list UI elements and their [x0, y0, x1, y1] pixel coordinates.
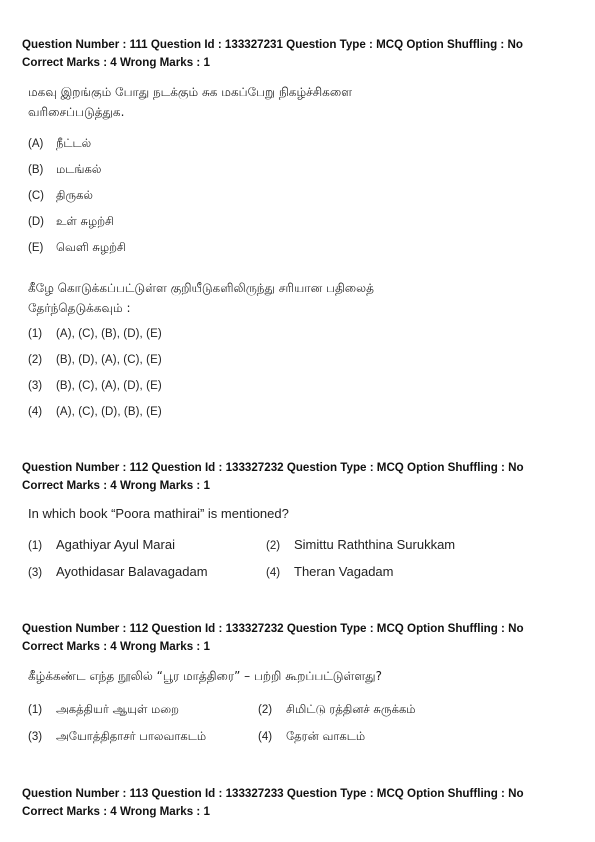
- option-text: Agathiyar Ayul Marai: [56, 537, 175, 552]
- item-text: திருகல்: [56, 188, 93, 202]
- q112-ta-option-2[interactable]: [258, 702, 416, 718]
- option-text: (A), (C), (B), (D), (E): [56, 328, 162, 340]
- q112-en-option-1[interactable]: [28, 537, 175, 552]
- q112-en-question: In which book “Poora mathirai” is mentioned?: [28, 506, 289, 521]
- option-label: (1): [28, 540, 43, 552]
- q111-option-1[interactable]: [28, 326, 162, 340]
- option-label: (2): [258, 704, 273, 716]
- q112-ta-option-1[interactable]: [28, 702, 179, 718]
- option-label: (2): [266, 540, 281, 552]
- q111-header-line2: Correct Marks : 4 Wrong Marks : 1: [22, 56, 210, 69]
- item-label: (B): [28, 164, 44, 176]
- option-label: (3): [28, 567, 43, 579]
- option-text: (A), (C), (D), (B), (E): [56, 406, 162, 418]
- item-label: (C): [28, 190, 44, 202]
- q111-item-b: [28, 162, 101, 178]
- item-label: (A): [28, 138, 44, 150]
- q111-instruction: [28, 278, 528, 318]
- q111-instruction-line1: கீழே கொடுக்கப்பட்டுள்ள குறியீடுகளிலிருந்து சரியான பதிலைத்: [28, 281, 374, 295]
- q111-item-e: [28, 240, 126, 256]
- q112-ta-header: [22, 620, 582, 656]
- option-text: (B), (D), (A), (C), (E): [56, 354, 162, 366]
- item-text: உள் சுழற்சி: [56, 214, 115, 228]
- option-text: அயோத்திதாசர் பாலவாகடம்: [56, 729, 207, 743]
- q112-en-option-4[interactable]: [266, 564, 394, 579]
- q112-ta-header-line2: Correct Marks : 4 Wrong Marks : 1: [22, 640, 210, 653]
- q113-header-line1: Question Number : 113 Question Id : 133327233 Question Type : MCQ Option Shuffling : No: [22, 787, 524, 800]
- q112-ta-header-line1: Question Number : 112 Question Id : 133327232 Question Type : MCQ Option Shuffling : No: [22, 622, 524, 635]
- option-label: (2): [28, 354, 43, 366]
- q112-en-header-line1: Question Number : 112 Question Id : 133327232 Question Type : MCQ Option Shuffling : No: [22, 461, 524, 474]
- q111-question-line1: மகவு இறங்கும் போது நடக்கும் சுக மகப்பேறு நிகழ்ச்சிகளை: [28, 85, 353, 99]
- option-text: Ayothidasar Balavagadam: [56, 564, 208, 579]
- q113-header-line2: Correct Marks : 4 Wrong Marks : 1: [22, 805, 210, 818]
- item-text: நீட்டல்: [56, 136, 92, 150]
- q111-option-3[interactable]: [28, 378, 162, 392]
- item-text: வெளி சுழற்சி: [56, 240, 126, 254]
- option-label: (3): [28, 731, 43, 743]
- q111-instruction-line2: தேர்ந்தெடுக்கவும் :: [28, 301, 131, 315]
- option-text: தேரன் வாகடம்: [286, 729, 366, 743]
- option-label: (3): [28, 380, 43, 392]
- q111-option-2[interactable]: [28, 352, 162, 366]
- item-label: (D): [28, 216, 44, 228]
- q111-question-line2: வரிசைப்படுத்துக.: [28, 105, 125, 119]
- item-label: (E): [28, 242, 44, 254]
- option-text: Theran Vagadam: [294, 564, 394, 579]
- option-label: (1): [28, 328, 43, 340]
- q112-en-option-2[interactable]: [266, 537, 455, 552]
- q111-header: [22, 36, 582, 72]
- q112-ta-question: கீழ்க்கண்ட எந்த நூலில் “பூர மாத்திரை” – பற்றி கூறப்பட்டுள்ளது?: [28, 669, 382, 683]
- q111-question: [28, 82, 528, 122]
- option-label: (4): [28, 406, 43, 418]
- q111-header-line1: Question Number : 111 Question Id : 133327231 Question Type : MCQ Option Shuffling : No: [22, 38, 523, 51]
- q112-en-option-3[interactable]: [28, 564, 208, 579]
- option-text: அகத்தியர் ஆயுள் மறை: [56, 702, 179, 716]
- option-text: சிமிட்டு ரத்தினச் சுருக்கம்: [286, 702, 416, 716]
- option-label: (1): [28, 704, 43, 716]
- q112-ta-option-4[interactable]: [258, 729, 365, 745]
- q112-en-header: [22, 459, 582, 495]
- q112-ta-option-3[interactable]: [28, 729, 206, 745]
- option-label: (4): [266, 567, 281, 579]
- option-text: (B), (C), (A), (D), (E): [56, 380, 162, 392]
- q112-en-header-line2: Correct Marks : 4 Wrong Marks : 1: [22, 479, 210, 492]
- q111-item-c: [28, 188, 93, 204]
- q111-option-4[interactable]: [28, 404, 162, 418]
- q111-item-d: [28, 214, 114, 230]
- option-text: Simittu Raththina Surukkam: [294, 537, 456, 552]
- q111-item-a: [28, 136, 91, 152]
- option-label: (4): [258, 731, 273, 743]
- item-text: மடங்கல்: [56, 162, 102, 176]
- q113-header: [22, 785, 582, 821]
